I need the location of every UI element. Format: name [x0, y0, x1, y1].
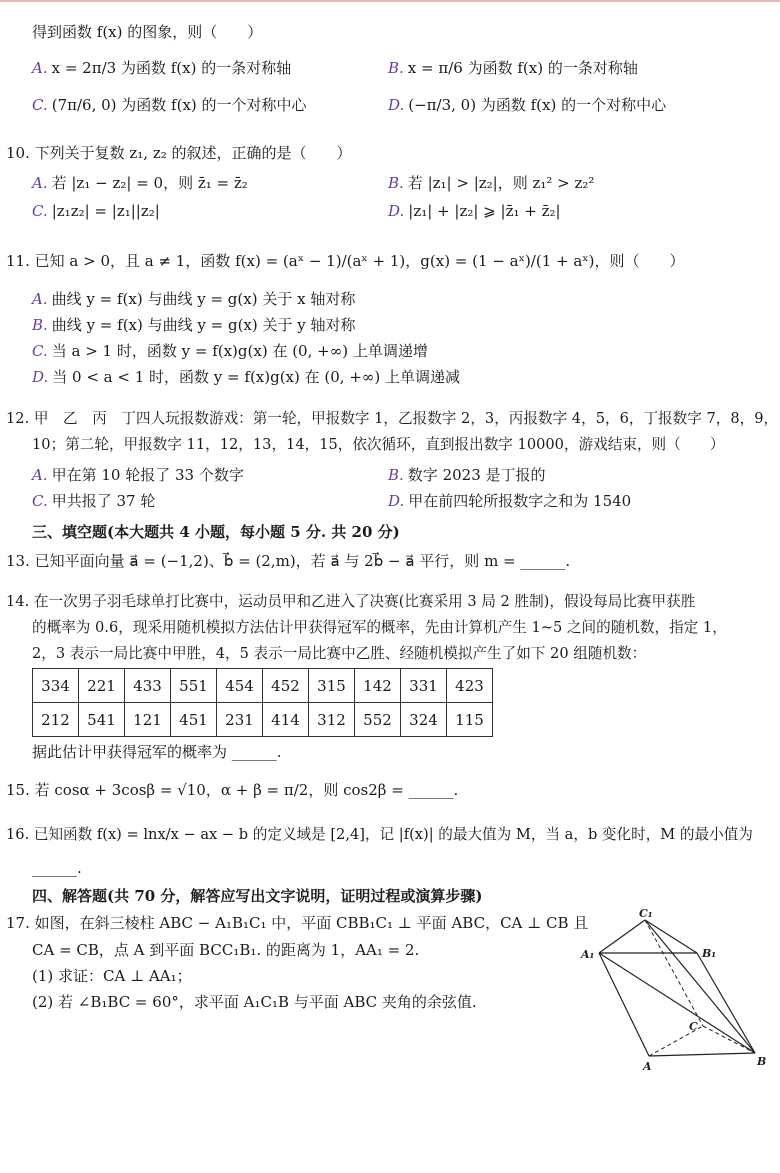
option-text: x = π/6 为函数 f(x) 的一条对称轴 — [407, 59, 638, 77]
table-cell: 115 — [447, 703, 493, 737]
edge-b1-b — [697, 953, 755, 1053]
table-row — [33, 703, 493, 737]
prism-figure — [577, 908, 777, 1073]
q10-option-b[interactable] — [388, 173, 594, 193]
q12-option-c[interactable] — [32, 491, 155, 511]
q12-option-a[interactable] — [32, 465, 244, 485]
q11-option-c[interactable] — [32, 341, 428, 361]
table-cell: 541 — [79, 703, 125, 737]
q12-stem-line1: 12. 甲 乙 丙 丁四人玩报数游戏：第一轮，甲报数字 1，乙报数字 2，3，丙报数字 4，5，6，丁报数字 7，8，9， — [6, 410, 779, 427]
random-number-table — [32, 668, 493, 737]
q12-option-d[interactable] — [388, 491, 631, 511]
q12-stem-line2: 10；第二轮，甲报数字 11，12，13，14，15，依次循环，直到报出数字 10000，游戏结束，则（ ） — [32, 436, 725, 453]
option-text: 曲线 y = f(x) 与曲线 y = g(x) 关于 x 轴对称 — [51, 290, 356, 308]
q12-option-b[interactable] — [388, 465, 546, 485]
table-cell: 231 — [217, 703, 263, 737]
edge-c1-b1 — [645, 920, 697, 953]
table-cell: 221 — [79, 669, 125, 703]
table-cell: 454 — [217, 669, 263, 703]
hidden-edge-c1-c — [645, 920, 703, 1026]
table-cell: 315 — [309, 669, 355, 703]
segment-a1-b — [599, 953, 755, 1053]
option-text: 曲线 y = f(x) 与曲线 y = g(x) 关于 y 轴对称 — [51, 316, 356, 334]
option-label: B. — [388, 59, 404, 77]
option-text: 若 |z₁| > |z₂|，则 z₁² > z₂² — [407, 174, 595, 192]
q9-stem-tail: 得到函数 f(x) 的图象，则（ ） — [32, 23, 263, 41]
option-text: 甲在前四轮所报数字之和为 1540 — [408, 492, 632, 510]
option-text: 当 0 < a < 1 时，函数 y = f(x)g(x) 在 (0, +∞) 上单调递减 — [52, 368, 461, 386]
q17-stem-line2: CA = CB，点 A 到平面 BCC₁B₁. 的距离为 1，AA₁ = 2. — [32, 941, 420, 959]
option-text: 当 a > 1 时，函数 y = f(x)g(x) 在 (0, +∞) 上单调递增 — [51, 342, 428, 360]
q16-stem-line2: ______. — [32, 859, 82, 877]
table-row — [33, 669, 493, 703]
option-label: B. — [32, 316, 48, 334]
edge-a1-c1 — [599, 920, 645, 953]
q11-option-d[interactable] — [32, 367, 460, 387]
table-cell: 452 — [263, 669, 309, 703]
q14-stem-line1: 14. 在一次男子羽毛球单打比赛中，运动员甲和乙进入了决赛(比赛采用 3 局 2 胜制)，假设每局比赛甲获胜 — [6, 593, 696, 610]
vertex-label-a: A — [643, 1060, 652, 1073]
q9-option-a[interactable] — [32, 58, 291, 78]
option-label: C. — [32, 492, 48, 510]
table-cell: 423 — [447, 669, 493, 703]
table-cell: 551 — [171, 669, 217, 703]
table-cell: 331 — [401, 669, 447, 703]
q9-option-c[interactable] — [32, 95, 307, 115]
q15-stem: 15. 若 cosα + 3cosβ = √10，α + β = π/2，则 cos2β = ______. — [6, 781, 459, 799]
option-label: C. — [32, 96, 48, 114]
section-solution-heading: 四、解答题(共 70 分，解答应写出文字说明，证明过程或演算步骤) — [32, 887, 483, 905]
option-text: x = 2π/3 为函数 f(x) 的一条对称轴 — [51, 59, 292, 77]
q10-stem: 10. 下列关于复数 z₁, z₂ 的叙述，正确的是（ ） — [6, 144, 352, 162]
table-cell: 334 — [33, 669, 79, 703]
option-text: 甲共报了 37 轮 — [51, 492, 156, 510]
q17-stem-line1: 17. 如图，在斜三棱柱 ABC − A₁B₁C₁ 中，平面 CBB₁C₁ ⊥ 平面 ABC，CA ⊥ CB 且 — [6, 914, 589, 932]
option-text: 数字 2023 是丁报的 — [407, 466, 546, 484]
q10-option-c[interactable] — [32, 201, 160, 221]
vertex-label-c1: C₁ — [639, 908, 653, 920]
q14-stem-line2: 的概率为 0.6，现采用随机模拟方法估计甲获得冠军的概率，先由计算机产生 1~5 之间的随机数，指定 1， — [32, 619, 727, 636]
option-text: |z₁z₂| = |z₁||z₂| — [51, 202, 160, 220]
q9-option-b[interactable] — [388, 58, 638, 78]
edge-a-b — [649, 1053, 755, 1056]
option-label: D. — [388, 96, 405, 114]
q13-stem: 13. 已知平面向量 a⃗ = (−1,2)、b⃗ = (2,m)，若 a⃗ 与 2b⃗ − a⃗ 平行，则 m = ______. — [6, 552, 571, 570]
option-label: A. — [32, 59, 48, 77]
table-cell: 312 — [309, 703, 355, 737]
option-label: D. — [32, 368, 49, 386]
option-label: D. — [388, 202, 405, 220]
table-cell: 451 — [171, 703, 217, 737]
option-text: 若 |z₁ − z₂| = 0，则 z̄₁ = z̄₂ — [51, 174, 248, 192]
q10-option-d[interactable] — [388, 201, 561, 221]
q9-option-d[interactable] — [388, 95, 666, 115]
option-label: A. — [32, 174, 48, 192]
option-label: C. — [32, 342, 48, 360]
table-cell: 552 — [355, 703, 401, 737]
section-fill-in-heading: 三、填空题(本大题共 4 小题，每小题 5 分. 共 20 分) — [32, 523, 400, 541]
vertex-label-b1: B₁ — [702, 947, 717, 960]
table-cell: 212 — [33, 703, 79, 737]
option-label: B. — [388, 174, 404, 192]
q17-part2: (2) 若 ∠B₁BC = 60°，求平面 A₁C₁B 与平面 ABC 夹角的余弦值. — [32, 993, 477, 1011]
q14-stem-line3: 2，3 表示一局比赛中甲胜，4，5 表示一局比赛中乙胜、经随机模拟产生了如下 20 组随机数： — [32, 645, 647, 662]
vertex-label-c: C — [689, 1020, 698, 1033]
vertex-label-a1: A₁ — [581, 948, 595, 961]
q11-option-a[interactable] — [32, 289, 355, 309]
q11-stem: 11. 已知 a > 0，且 a ≠ 1，函数 f(x) = (aˣ − 1)/(aˣ + 1)，g(x) = (1 − aˣ)/(1 + aˣ)，则（ ） — [6, 252, 685, 270]
option-label: B. — [388, 466, 404, 484]
option-text: |z₁| + |z₂| ⩾ |z̄₁ + z̄₂| — [408, 202, 561, 220]
option-label: A. — [32, 290, 48, 308]
option-text: (−π/3, 0) 为函数 f(x) 的一个对称中心 — [408, 96, 667, 114]
q11-option-b[interactable] — [32, 315, 356, 335]
q14-stem-tail: 据此估计甲获得冠军的概率为 ______. — [32, 743, 282, 761]
option-label: C. — [32, 202, 48, 220]
table-cell: 324 — [401, 703, 447, 737]
q10-option-a[interactable] — [32, 173, 248, 193]
q17-part1: (1) 求证：CA ⊥ AA₁； — [32, 967, 192, 985]
vertex-label-b: B — [757, 1055, 767, 1068]
top-border — [0, 0, 780, 2]
table-cell: 121 — [125, 703, 171, 737]
table-cell: 433 — [125, 669, 171, 703]
segment-c1-b — [645, 920, 755, 1053]
q16-stem-line1: 16. 已知函数 f(x) = lnx/x − ax − b 的定义域是 [2,4]，记 |f(x)| 的最大值为 M，当 a，b 变化时，M 的最小值为 — [6, 826, 753, 843]
option-text: 甲在第 10 轮报了 33 个数字 — [51, 466, 244, 484]
option-label: A. — [32, 466, 48, 484]
option-text: (7π/6, 0) 为函数 f(x) 的一个对称中心 — [51, 96, 307, 114]
table-cell: 142 — [355, 669, 401, 703]
option-label: D. — [388, 492, 405, 510]
table-cell: 414 — [263, 703, 309, 737]
